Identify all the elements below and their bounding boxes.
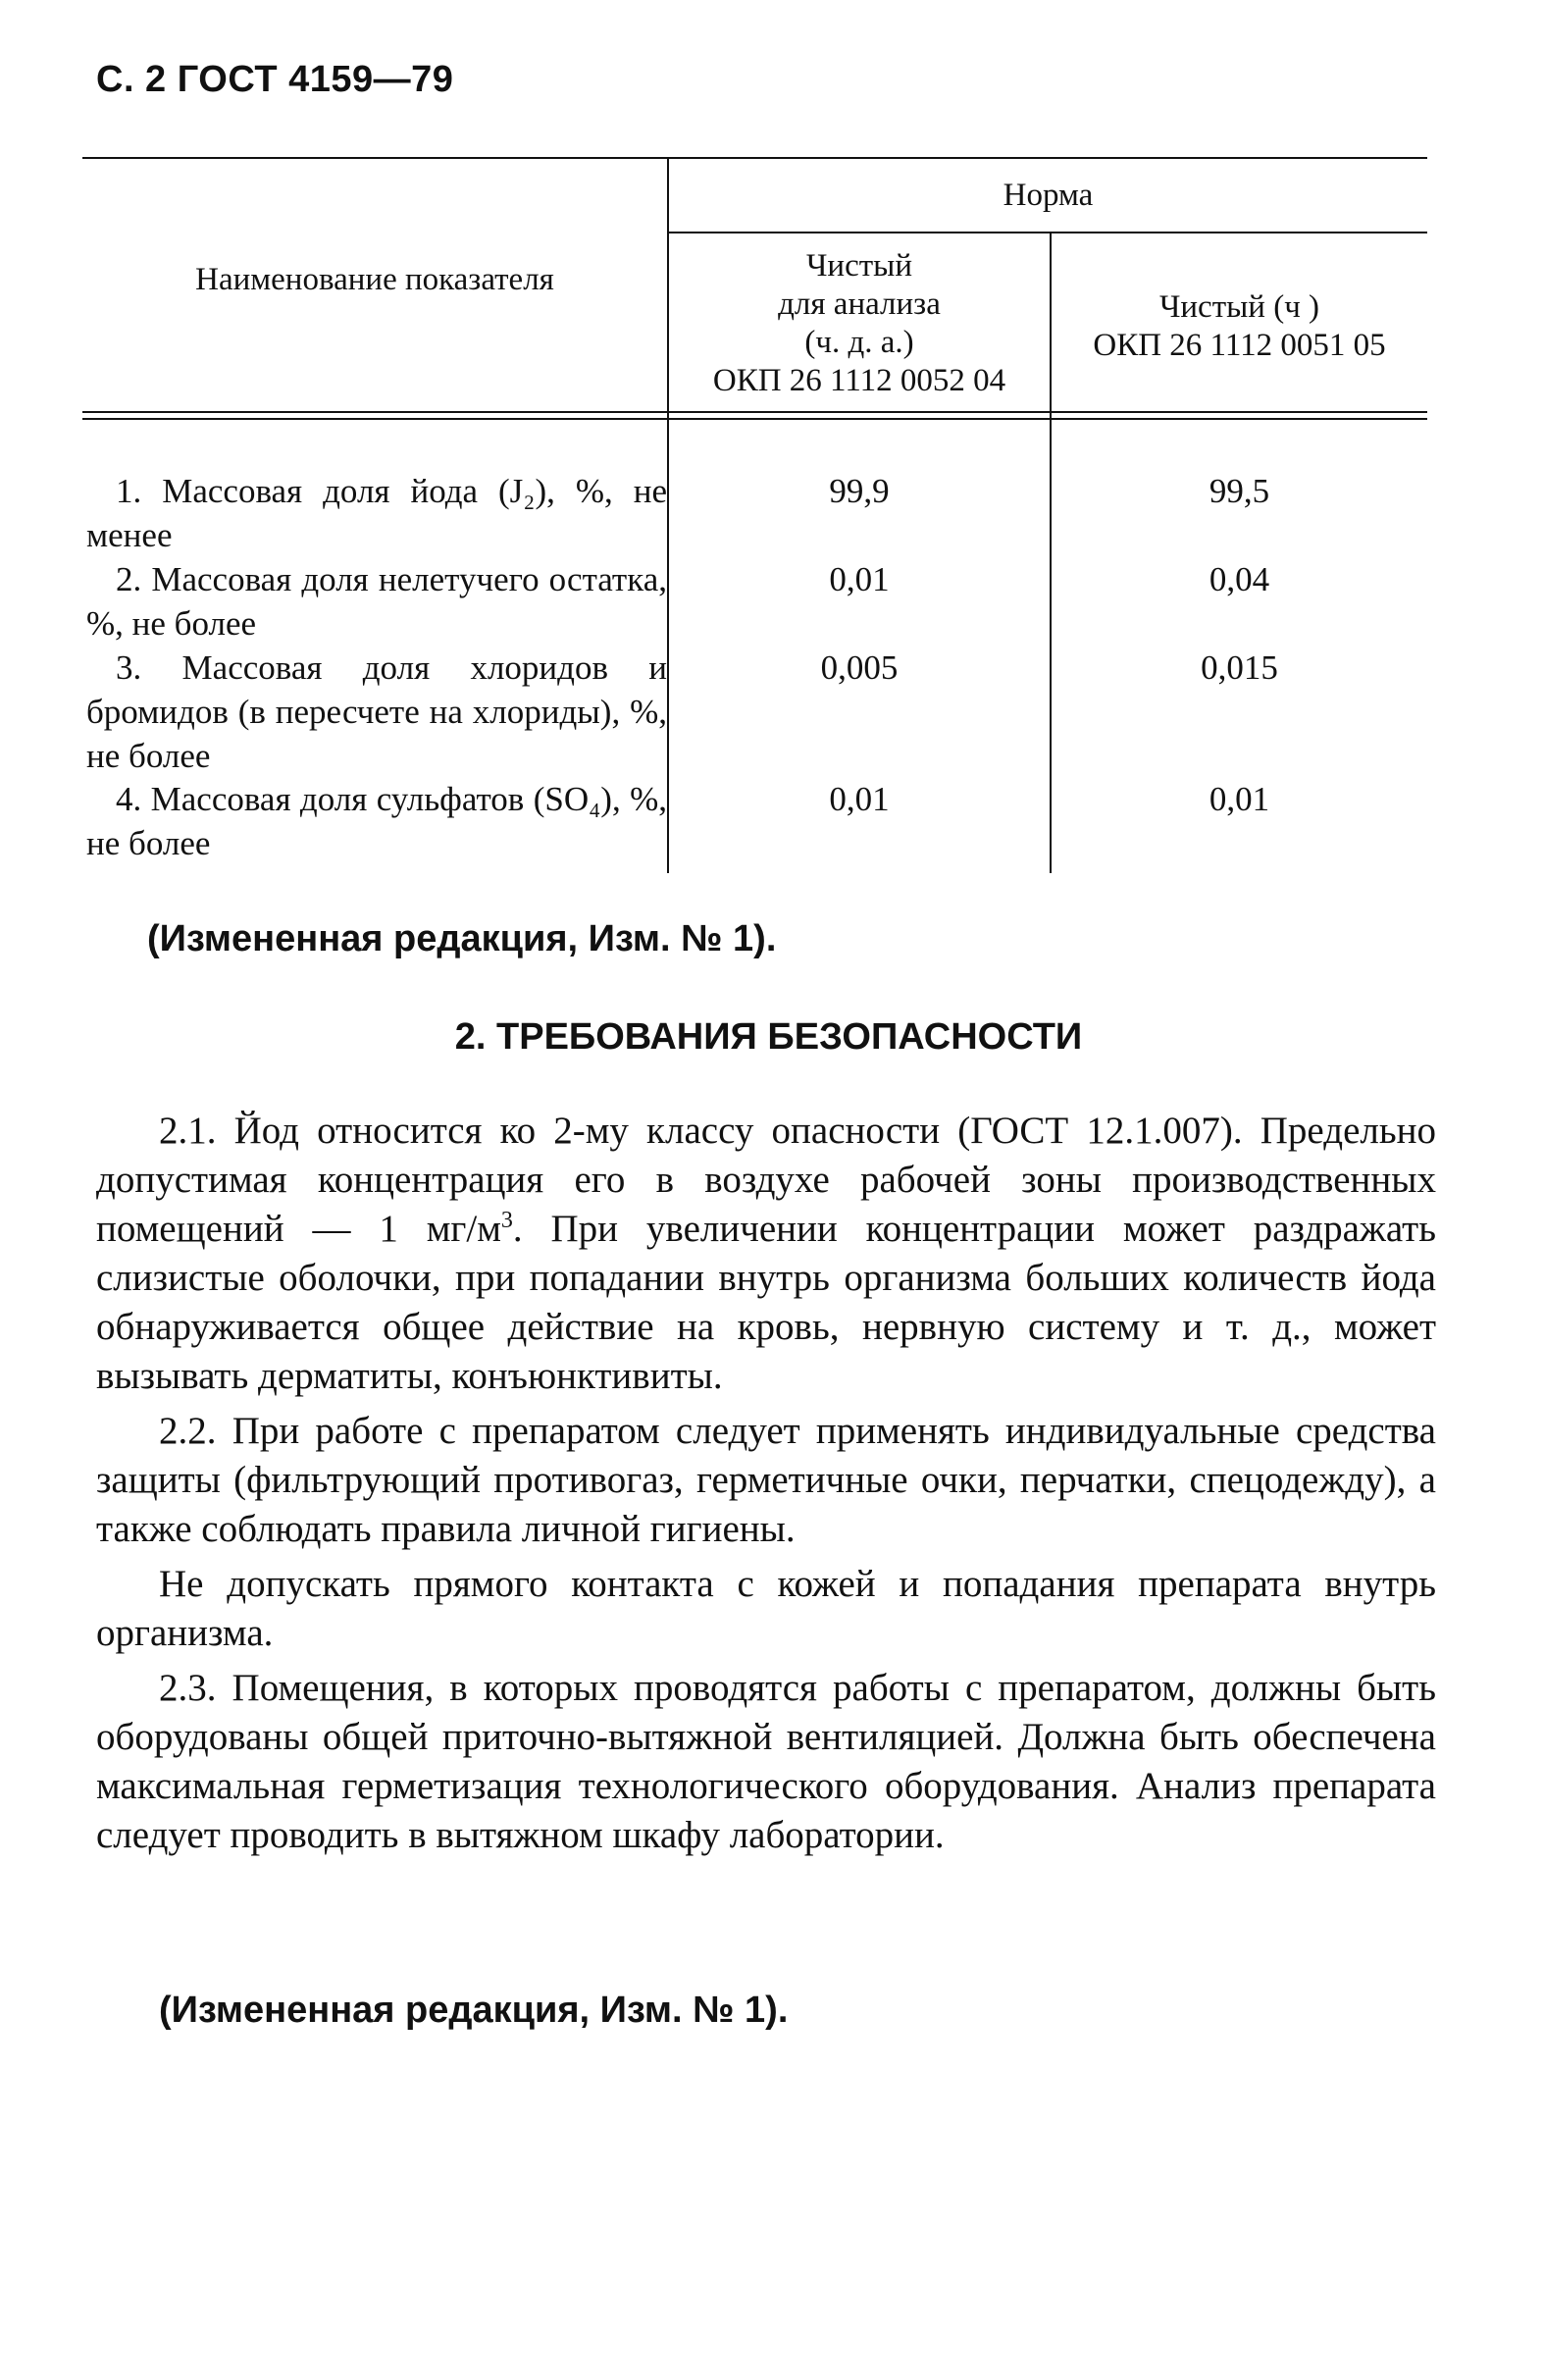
page-header: С. 2 ГОСТ 4159—79 xyxy=(96,59,454,100)
header-bottom-rule-2 xyxy=(82,418,1427,420)
paragraph-text: 2.1. Йод относится ко 2-му классу опасности (ГОСТ 12.1.007). Предельно допустимая концентрация его в воздухе рабочей зоны производственных помещений — 1 мг/м xyxy=(96,1110,1436,1250)
col-name-header: Наименование показателя xyxy=(195,262,554,297)
amendment-note: (Измененная редакция, Изм. № 1). xyxy=(147,918,777,959)
grade1-header-line: ОКП 26 1112 0052 04 xyxy=(712,363,1006,398)
grade2-header xyxy=(1052,288,1427,365)
row-name-text: 3. Массовая доля хлоридов и бромидов (в пересчете на хлориды), %, не более xyxy=(86,648,667,775)
header-bottom-rule-1 xyxy=(82,411,1427,413)
table-row-name xyxy=(86,646,667,778)
amendment-note: (Измененная редакция, Изм. № 1). xyxy=(159,1990,789,2031)
grade1-header-line: Чистый xyxy=(805,248,912,284)
specifications-table xyxy=(82,157,1427,873)
paragraph-2-2-cont: Не допускать прямого контакта с кожей и попадания препарата внутрь организма. xyxy=(96,1563,1436,1654)
table-row-name xyxy=(86,557,667,646)
grade1-header-line: для анализа xyxy=(778,286,941,322)
table-cell-value: 0,015 xyxy=(1201,648,1278,687)
grade1-header-line: (ч. д. а.) xyxy=(804,325,914,360)
row-name-text: 1. Массовая доля йода (J₂), %, не менее xyxy=(86,472,667,554)
table-cell-value: 99,9 xyxy=(829,472,890,510)
body-text xyxy=(96,1107,1436,1860)
table-top-rule xyxy=(82,157,1427,159)
grade1-header xyxy=(669,247,1050,400)
paragraph-2-3: 2.3. Помещения, в которых проводятся работы с препаратом, должны быть оборудованы общей приточно-вытяжной вентиляцией. Должна быть обеспечена максимальная герметизация технологического оборудования. Анализ препарата следует проводить в вытяжном шкафу лаборатории. xyxy=(96,1667,1436,1856)
paragraph-2-1 xyxy=(96,1107,1436,1401)
table-row-name xyxy=(86,777,667,865)
row-name-text: 2. Массовая доля нелетучего остатка, %, не более xyxy=(86,560,667,643)
table-cell-value: 99,5 xyxy=(1209,472,1270,510)
norm-header-rule xyxy=(667,232,1427,233)
superscript: 3 xyxy=(500,1208,513,1233)
table-cell-value: 0,04 xyxy=(1209,560,1270,598)
grade2-header-line: Чистый (ч ) xyxy=(1158,289,1320,325)
table-cell-value: 0,01 xyxy=(829,780,890,818)
table-cell-value: 0,005 xyxy=(820,648,899,687)
section-title: 2. ТРЕБОВАНИЯ БЕЗОПАСНОСТИ xyxy=(454,1016,1083,1058)
norm-header: Норма xyxy=(1003,178,1094,213)
table-cell-value: 0,01 xyxy=(829,560,890,598)
table-cell-value: 0,01 xyxy=(1209,780,1270,818)
table-row-name xyxy=(86,469,667,557)
grade2-header-line: ОКП 26 1112 0051 05 xyxy=(1093,328,1386,363)
paragraph-text: . При увеличении концентрации может раздражать слизистые оболочки, при попадании внутрь организма больших количеств йода обнаруживается общее действие на кровь, нервную систему и т. д., может вызывать дерматиты, конъюнктивиты. xyxy=(96,1208,1436,1397)
paragraph-2-2: 2.2. При работе с препаратом следует применять индивидуальные средства защиты (фильтрующий противогаз, герметичные очки, перчатки, спецодежду), а также соблюдать правила личной гигиены. xyxy=(96,1410,1436,1550)
row-name-text: 4. Массовая доля сульфатов (SO₄), %, не более xyxy=(86,780,667,862)
